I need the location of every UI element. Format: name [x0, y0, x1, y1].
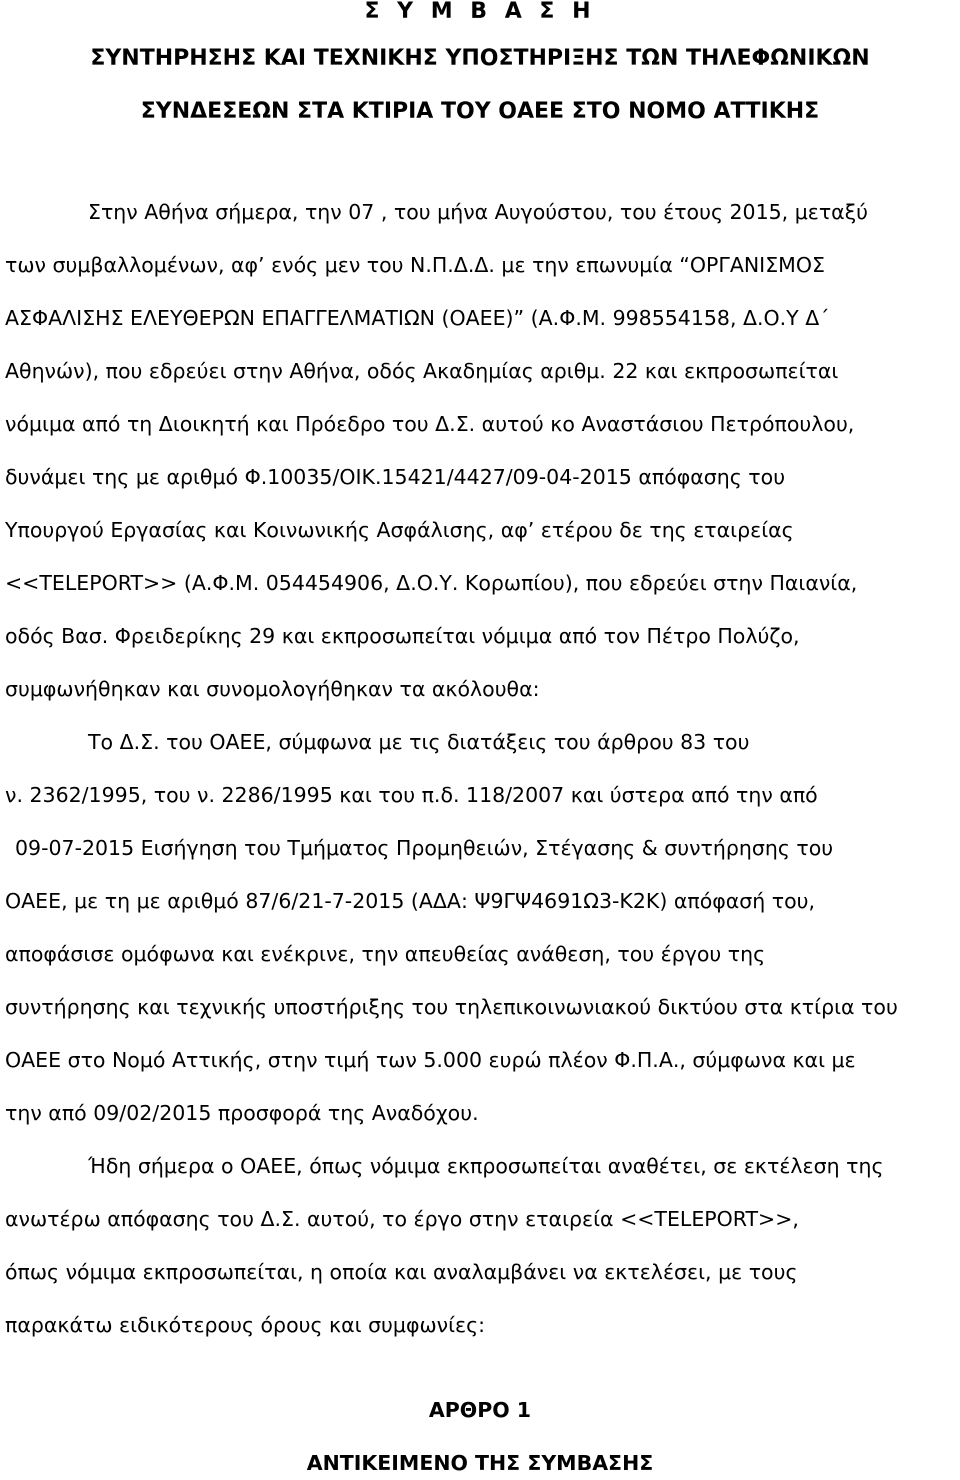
body-line: 09-07-2015 Εισήγηση του Τμήματος Προμηθειών, Στέγασης & συντήρησης του [15, 836, 834, 860]
body-line: αποφάσισε ομόφωνα και ενέκρινε, την απευθείας ανάθεση, του έργου της [5, 942, 766, 966]
body-line: ανωτέρω απόφασης του Δ.Σ. αυτού, το έργο στην εταιρεία <<TELEPORT>>, [5, 1207, 799, 1231]
body-line: συμφωνήθηκαν και συνομολογήθηκαν τα ακόλουθα: [5, 677, 540, 701]
body-line: δυνάμει της με αριθμό Φ.10035/ΟΙΚ.15421/4427/09-04-2015 απόφασης του [5, 465, 786, 489]
document-title: Σ Υ Μ Β Α Σ Η [364, 0, 596, 24]
body-line: παρακάτω ειδικότερους όρους και συμφωνίες: [5, 1313, 486, 1337]
document-subtitle-line-1: ΣΥΝΤΗΡΗΣΗΣ ΚΑΙ ΤΕΧΝΙΚΗΣ ΥΠΟΣΤΗΡΙΞΗΣ ΤΩΝ ΤΗΛΕΦΩΝΙΚΩΝ [90, 46, 870, 71]
document-subtitle-line-2: ΣΥΝΔΕΣΕΩΝ ΣΤΑ ΚΤΙΡΙΑ ΤΟΥ ΟΑΕΕ ΣΤΟ ΝΟΜΟ ΑΤΤΙΚΗΣ [140, 99, 820, 124]
body-line: συντήρησης και τεχνικής υποστήριξης του τηλεπικοινωνιακού δικτύου στα κτίρια του [5, 995, 898, 1019]
article-heading: ΑΡΘΡΟ 1 [428, 1398, 532, 1422]
body-line: οδός Βασ. Φρειδερίκης 29 και εκπροσωπείται νόμιμα από τον Πέτρο Πολύζο, [5, 624, 800, 648]
body-line: την από 09/02/2015 προσφορά της Αναδόχου. [5, 1101, 479, 1125]
body-line: ν. 2362/1995, του ν. 2286/1995 και του π.δ. 118/2007 και ύστερα από την από [5, 783, 818, 807]
body-line: Υπουργού Εργασίας και Κοινωνικής Ασφάλισης, αφ’ ετέρου δε της εταιρείας [5, 518, 794, 542]
body-line: ΟΑΕΕ στο Νομό Αττικής, στην τιμή των 5.000 ευρώ πλέον Φ.Π.Α., σύμφωνα και με [5, 1048, 856, 1072]
body-line: όπως νόμιμα εκπροσωπείται, η οποία και αναλαμβάνει να εκτελέσει, με τους [5, 1260, 798, 1284]
body-line: ΟΑΕΕ, με τη με αριθμό 87/6/21-7-2015 (ΑΔΑ: Ψ9ΓΨ4691Ω3-Κ2Κ) απόφασή του, [5, 889, 816, 913]
body-line: Αθηνών), που εδρεύει στην Αθήνα, οδός Ακαδημίας αριθμ. 22 και εκπροσωπείται [5, 359, 839, 383]
body-line: των συμβαλλομένων, αφ’ ενός μεν του Ν.Π.Δ.Δ. με την επωνυμία “ΟΡΓΑΝΙΣΜΟΣ [5, 253, 825, 277]
body-line: <<TELEPORT>> (Α.Φ.Μ. 054454906, Δ.Ο.Υ. Κορωπίου), που εδρεύει στην Παιανία, [5, 571, 858, 595]
article-subheading: ΑΝΤΙΚΕΙΜΕΝΟ ΤΗΣ ΣΥΜΒΑΣΗΣ [306, 1451, 654, 1475]
body-line: Το Δ.Σ. του ΟΑΕΕ, σύμφωνα με τις διατάξεις του άρθρου 83 του [88, 730, 750, 754]
body-line: Ήδη σήμερα ο ΟΑΕΕ, όπως νόμιμα εκπροσωπείται αναθέτει, σε εκτέλεση της [88, 1154, 884, 1178]
body-line: νόμιμα από τη Διοικητή και Πρόεδρο του Δ.Σ. αυτού κο Αναστάσιου Πετρόπουλου, [5, 412, 855, 436]
body-line: ΑΣΦΑΛΙΣΗΣ ΕΛΕΥΘΕΡΩΝ ΕΠΑΓΓΕΛΜΑΤΙΩΝ (ΟΑΕΕ)” (Α.Φ.Μ. 998554158, Δ.Ο.Υ Δ΄ [5, 306, 830, 330]
body-line: Στην Αθήνα σήμερα, την 07 , του μήνα Αυγούστου, του έτους 2015, μεταξύ [88, 200, 868, 224]
